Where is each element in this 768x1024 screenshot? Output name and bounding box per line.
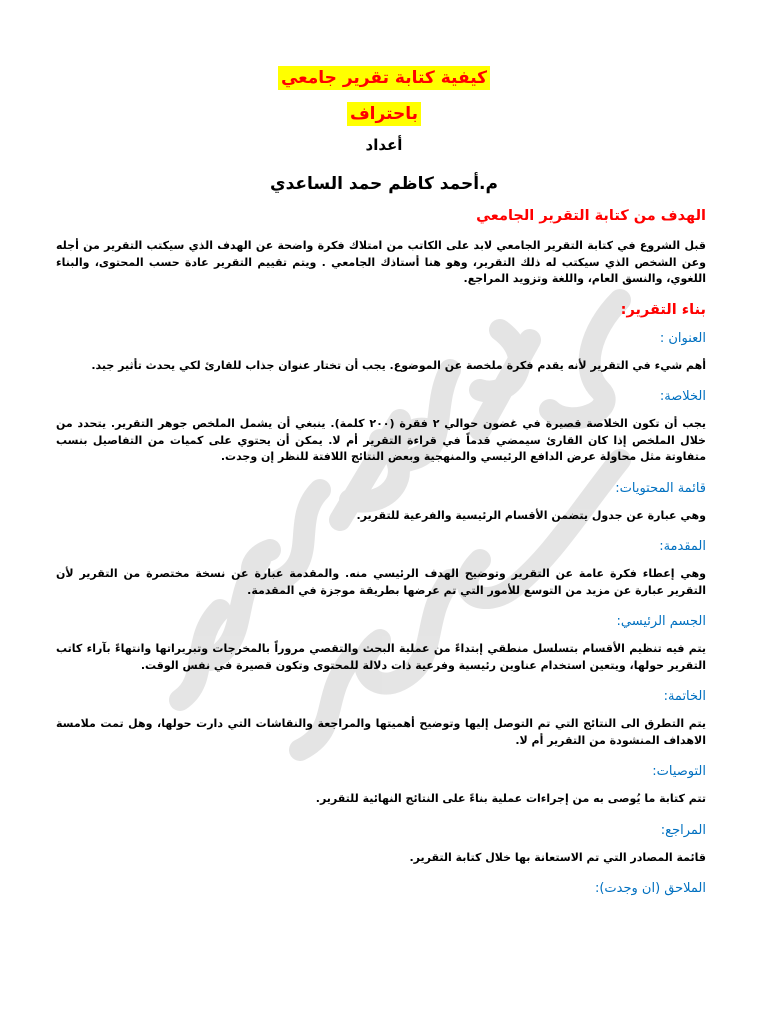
build-heading: بناء التقرير: xyxy=(620,301,706,318)
section-text-contents: وهي عبارة عن جدول يتضمن الأقسام الرئيسية والفرعية للتقرير. xyxy=(356,508,706,522)
section-text-recommendations: تتم كتابة ما يُوصى به من إجراءات عملية بناءً على النتائج النهائية للتقرير. xyxy=(315,792,706,805)
section-heading-introduction: المقدمة: xyxy=(659,539,706,554)
document-title-line1-wrap xyxy=(0,66,768,90)
goal-paragraph: قبل الشروع في كتابة التقرير الجامعي لابد على الكاتب من امتلاك فكرة واضحة عن الهدف الذي سيكتب التقرير من أجله وعن الشخص الذي سيكتب له ذلك التقرير، وهو هنا أستاذك الجامعي . ويتم تقييم التقرير عادة حسب المحتوى، والبناء اللغوي، والنسق العام، واللغة وتزويد المراجع. xyxy=(56,239,706,285)
section-heading-summary: الخلاصة: xyxy=(659,389,706,404)
section-heading-title: العنوان : xyxy=(659,330,706,346)
document-title-line2-wrap xyxy=(0,102,768,126)
section-heading-conclusion: الخاتمة: xyxy=(663,689,706,704)
section-heading-recommendations: التوصيات: xyxy=(652,764,706,779)
section-text-references: قائمة المصادر التي تم الاستعانة بها خلال كتابة التقرير. xyxy=(409,850,706,864)
document-title-line2: باحتراف xyxy=(347,102,421,126)
section-heading-main-body: الجسم الرئيسي: xyxy=(616,614,706,629)
section-text-introduction: وهي إعطاء فكرة عامة عن التقرير وتوضيح الهدف الرئيسي منه. والمقدمة عبارة عن نسخة مختصرة من التقرير لأن التقرير عبارة عن مزيد من التوسع للأمور التي تم عرضها بطريقة موجزة في المقدمة. xyxy=(56,567,706,597)
section-text-main-body: يتم فيه تنظيم الأقسام بتسلسل منطقي إبتداءً من عملية البحث والتقصي مروراً بالمخرجات وتبريراتها وانتهاءً بآراء كاتب التقرير حولها، ويتعين استخدام عناوين رئيسية وفرعية ذات دلالة للمحتوى وتكون قصيرة في نفس الوقت. xyxy=(56,642,706,672)
section-text-conclusion: يتم التطرق الى النتائج التي تم التوصل إليها وتوضيح أهميتها والمراجعة والنقاشات التي دارت حولها، وهل تمت ملامسة الاهداف المنشودة من التقرير أم لا. xyxy=(56,717,706,747)
author-label: أعداد xyxy=(365,136,403,154)
goal-heading: الهدف من كتابة التقرير الجامعي xyxy=(476,208,706,224)
section-text-summary: يجب أن تكون الخلاصة قصيرة في غضون حوالي ٢ فقرة (٢٠٠ كلمة). ينبغي أن يشمل الملخص جوهر التقرير. يتحدد من خلال الملخص إذا كان القارئ سيمضي قدماً في قراءة التقرير أم لا. يمكن أن يحتوي على كميات من التفاصيل بنسب متفاوتة مثل محاولة عرض الدافع الرئيسي والمنهجية وبعض النتائج اللافتة للنظر إن وجدت. xyxy=(56,417,706,463)
document-body xyxy=(56,206,706,908)
section-heading-references: المراجع: xyxy=(660,822,706,838)
author-name: م.أحمد كاظم حمد الساعدي xyxy=(270,174,498,194)
document-title-line1: كيفية كتابة تقرير جامعي xyxy=(278,66,490,90)
section-heading-contents: قائمة المحتويات: xyxy=(615,480,706,496)
section-heading-appendices: الملاحق (ان وجدت): xyxy=(594,881,706,896)
section-text-title: أهم شيء في التقرير لأنه يقدم فكرة ملخصة عن الموضوع. يجب أن تختار عنوان جذاب للقارئ لكي يحدث تأثير جيد. xyxy=(91,358,706,372)
